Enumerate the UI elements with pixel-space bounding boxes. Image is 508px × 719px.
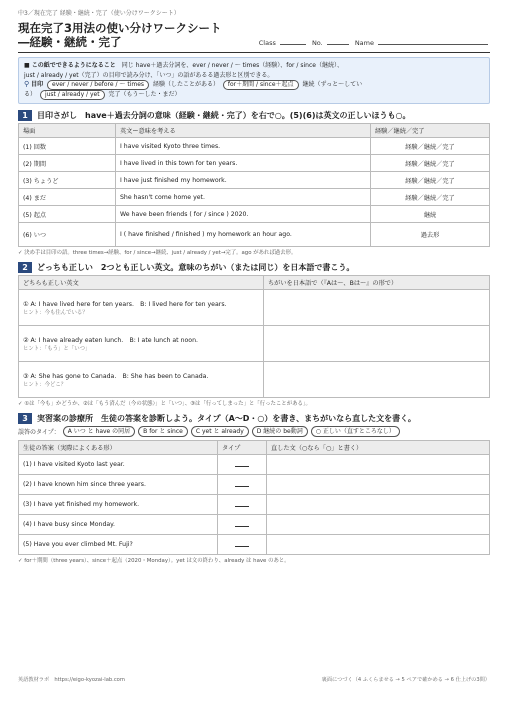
section3-table: 生徒の答案（実際によくある形） タイプ 直した文（○なら「○」と書く） (1) I have visited Kyoto last year. (2) I have known him since three years. (3) I have yet finished my homework. (4) I have busy since Monday. (5) Have you ever climbed Mt. Fuji? xyxy=(18,440,490,555)
corrected-cell[interactable] xyxy=(267,515,490,535)
table-row: ② A: I have already eaten lunch. B: I ate lunch at noon. ヒント：「もう」と「いつ」 xyxy=(19,326,490,362)
number-field[interactable] xyxy=(327,44,349,45)
table-row: ① A: I have lived here for ten years. B: I lived here for ten years. ヒント：今も住んでいる？ xyxy=(19,290,490,326)
type-blank[interactable] xyxy=(235,540,249,547)
magnifier-icon: ⚲ xyxy=(24,80,30,88)
section2-note: ✓ ①は「今も」かどうか、②は「もう済んだ（今の状態）」と「いつ」、③は「行ってしまった」と「行ったことがある」。 xyxy=(18,401,311,407)
answer-cell[interactable] xyxy=(264,362,490,398)
goal-box: ■ この紙でできるようになること 同じ have＋過去分詞を、ever / never / ～ times（経験）、for / since（継続）、 just / already / yet（完了）の目印で読み分け、「いつ」の語があるる過去形と区別できる。 ⚲ 目印 ever / never / before / ～ times 経験（したことがある） for＋期間 / since＋起点 継続（ずっと～してい る） just / already / yet 完了（もう～した・まだ） xyxy=(18,57,490,104)
pill-completion: just / already / yet xyxy=(40,90,105,100)
worksheet xyxy=(18,8,490,564)
footer-next: 裏面につづく（4 ふくらませる → 5 ペアで確かめる → 6 仕上げの3問） xyxy=(321,677,490,683)
name-fields: Class No. Name xyxy=(257,39,490,47)
pill-experience: ever / never / before / ～ times xyxy=(47,80,149,90)
table-row: (3) I have yet finished my homework. xyxy=(19,495,490,515)
section1-table: 場面 英文ー意味を考える 経験／継続／完了 (1) 回数 I have visited Kyoto three times. 経験／継続／完了 (2) 期間 I have lived in this town for ten years. 経験／継続／完了 (3) ちょうど I have just finished my homework. 経験／継続／完了 (4) まだ She hasn't come home yet. 経験／継続／完了 (5) 起点 We have been friends ( for / since ) 2020. 継続 (6) いつ I ( have finished / finished ) my homework an hour ago. 過去形 xyxy=(18,123,490,247)
corrected-cell[interactable] xyxy=(267,535,490,555)
answer-cell[interactable] xyxy=(264,326,490,362)
class-field[interactable] xyxy=(280,44,306,45)
table-row: (5) Have you ever climbed Mt. Fuji? xyxy=(19,535,490,555)
section3-note: ✓ for＋期間（three years）、since＋起点（2020・Monday）。yet は文の終わり、already は have のあと。 xyxy=(18,558,290,564)
type-blank[interactable] xyxy=(235,460,249,467)
type-blank[interactable] xyxy=(235,500,249,507)
page-title: 現在完了3用法の使い分けワークシート ―経験・継続・完了 xyxy=(18,21,222,49)
error-type-options: 誤答のタイプ： A いつ と have の同居 B for と since C yet と already D 継続の be動詞 ○ 正しい（直すところなし） xyxy=(18,426,490,437)
type-correct: ○ 正しい（直すところなし） xyxy=(311,426,400,437)
table-row: ③ A: She has gone to Canada. B: She has been to Canada. ヒント：今どこ？ xyxy=(19,362,490,398)
table-row: (5) 起点 We have been friends ( for / since ) 2020. 継続 xyxy=(19,206,490,223)
title-divider xyxy=(18,52,490,53)
table-row: (2) 期間 I have lived in this town for ten years. 経験／継続／完了 xyxy=(19,155,490,172)
type-blank[interactable] xyxy=(235,480,249,487)
table-row: (6) いつ I ( have finished / finished ) my homework an hour ago. 過去形 xyxy=(19,223,490,247)
table-row: (2) I have known him since three years. xyxy=(19,475,490,495)
table-row: (4) まだ She hasn't come home yet. 経験／継続／完了 xyxy=(19,189,490,206)
table-row: (1) 回数 I have visited Kyoto three times. 経験／継続／完了 xyxy=(19,138,490,155)
corrected-cell[interactable] xyxy=(267,475,490,495)
name-field[interactable] xyxy=(378,44,488,45)
pill-continuation: for＋期間 / since＋起点 xyxy=(223,80,299,90)
type-b: B for と since xyxy=(138,426,188,437)
corrected-cell[interactable] xyxy=(267,455,490,475)
title-row xyxy=(18,21,490,49)
footer xyxy=(18,676,490,683)
type-a: A いつ と have の同居 xyxy=(63,426,135,437)
section2-heading: 2 どっちも正しい 2つとも正しい英文。意味のちがい（または同じ）を日本語で書こう。 xyxy=(18,262,490,273)
type-d: D 継続の be動詞 xyxy=(252,426,308,437)
section1-note: ✓ 決め手は目印の語。three times→経験、for / since→継続、just / already / yet→完了。ago があれば過去形。 xyxy=(18,250,297,256)
table-row: (1) I have visited Kyoto last year. xyxy=(19,455,490,475)
type-c: C yet と already xyxy=(191,426,249,437)
answer-cell[interactable] xyxy=(264,290,490,326)
breadcrumb: 中3／現在完了 経験・継続・完了（使い分けワークシート） xyxy=(18,10,180,17)
section2-table: どちらも正しい英文 ちがいを日本語で（『Aは～、Bは～』の形で） ① A: I have lived here for ten years. B: I lived here for ten years. ヒント：今も住んでいる？ ② A: I have already eaten lunch. B: I ate lunch at noon. ヒント：「もう」と「いつ」 ③ A: She has gone to Canada. B: She has been to Canada. ヒント：今どこ？ xyxy=(18,275,490,398)
corrected-cell[interactable] xyxy=(267,495,490,515)
footer-site: 英語教材ラボ https://eigo-kyozai-lab.com xyxy=(18,677,125,683)
type-blank[interactable] xyxy=(235,520,249,527)
section1-heading: 1 目印さがし have＋過去分詞の意味（経験・継続・完了）を右で○。(5)(6)は英文の正しいほうも○。 xyxy=(18,110,490,121)
section3-heading: 3 実習案の診療所 生徒の答案を診断しよう。タイプ（A～D・○）を書き、まちがいなら直した文を書く。 xyxy=(18,413,490,424)
table-row: (3) ちょうど I have just finished my homework. 経験／継続／完了 xyxy=(19,172,490,189)
table-row: (4) I have busy since Monday. xyxy=(19,515,490,535)
